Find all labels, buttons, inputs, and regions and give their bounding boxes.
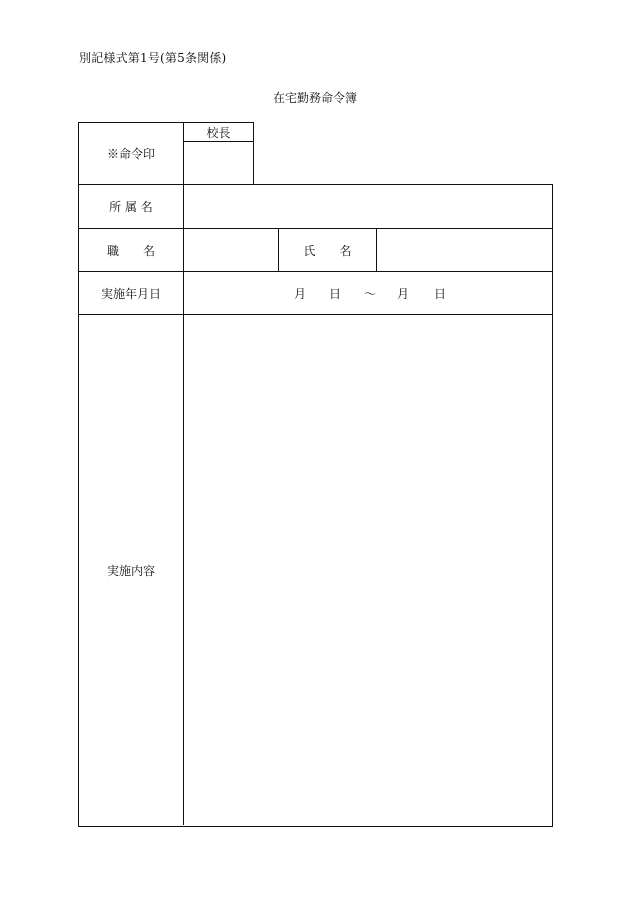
period-row: [79, 272, 552, 315]
position-field[interactable]: [184, 229, 278, 271]
affiliation-row: [79, 185, 552, 229]
end-month-unit: 月: [397, 286, 410, 301]
seal-approver-title: 校長: [184, 123, 253, 142]
content-row: [79, 315, 552, 825]
seal-stamp-area[interactable]: [184, 142, 253, 185]
form-title: 在宅勤務命令簿: [272, 91, 357, 105]
start-day-unit: 日: [329, 286, 342, 301]
end-day-unit: 日: [434, 286, 447, 301]
order-register-table: [78, 184, 553, 827]
period-separator: 〜: [364, 286, 377, 301]
period-field[interactable]: [184, 272, 552, 314]
affiliation-field[interactable]: [184, 185, 552, 228]
name-field[interactable]: [377, 229, 552, 271]
content-label: 実施内容: [79, 315, 184, 825]
content-field[interactable]: [184, 315, 552, 825]
seal-block: [78, 122, 254, 184]
seal-label: ※命令印: [78, 122, 183, 184]
start-month-unit: 月: [294, 286, 307, 301]
affiliation-label: 所 属 名: [79, 185, 184, 228]
seal-column-principal: [183, 122, 254, 184]
form-number: 別記様式第1号(第5条関係): [79, 51, 227, 65]
name-label: 氏 名: [278, 229, 377, 271]
position-label: 職 名: [79, 229, 184, 271]
period-label: 実施年月日: [79, 272, 184, 314]
position-name-row: [79, 229, 552, 272]
